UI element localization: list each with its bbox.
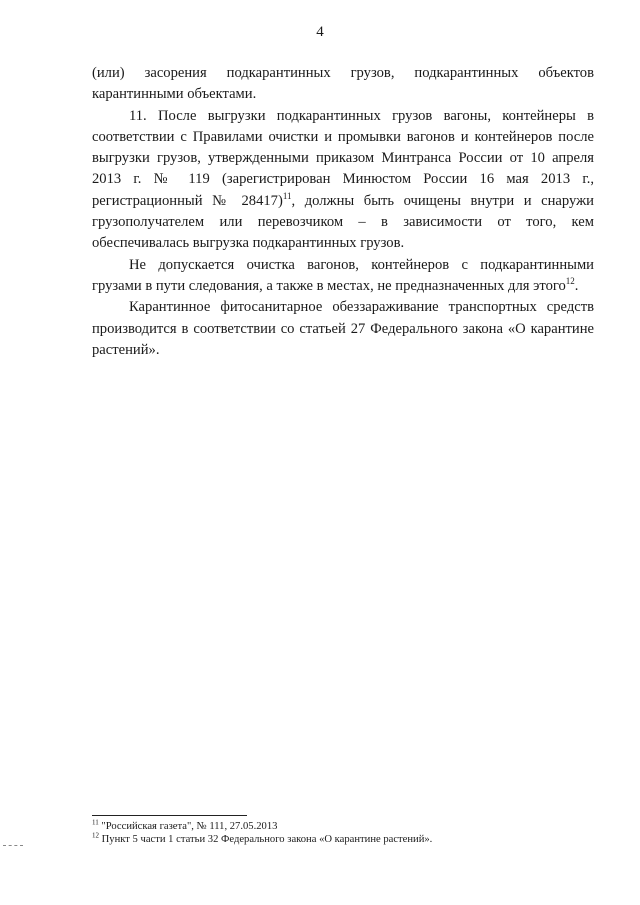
footnote-text: Пункт 5 части 1 статьи 32 Федерального закона «О карантине растений». — [99, 834, 433, 845]
footnote-separator — [92, 815, 247, 816]
paragraph-text: , должны быть очищены внутри и снаружи грузополучателем или перевозчиком – в зависимости от того, кем обеспечивалась выгрузка подкарантинных грузов. — [92, 192, 594, 252]
footnotes — [92, 820, 612, 846]
footnote-ref-12[interactable]: 12 — [565, 276, 575, 287]
paragraph-cleaning-restriction — [92, 255, 594, 298]
scan-artifact — [3, 845, 23, 846]
paragraph-text: Не допускается очистка вагонов, контейнеров с подкарантинными грузами в пути следования, а также в местах, не предназначенных для этого — [92, 256, 594, 294]
paragraph-item-11 — [92, 106, 594, 255]
footnote-11 — [92, 820, 612, 833]
footnote-number: 12 — [92, 831, 99, 840]
footnote-ref-11[interactable]: 11 — [282, 190, 292, 201]
footnote-text: "Российская газета", № 111, 27.05.2013 — [98, 821, 278, 832]
page-number: 4 — [316, 24, 324, 40]
paragraph-continuation: (или) засорения подкарантинных грузов, подкарантинных объектов карантинными объектами. — [92, 65, 594, 103]
paragraph-disinfection: Карантинное фитосанитарное обеззараживание транспортных средств производится в соответствии со статьей 27 Федерального закона «О карантине растений». — [92, 299, 594, 358]
paragraph-end: . — [574, 277, 579, 294]
document-body — [92, 63, 594, 361]
footnote-12 — [92, 833, 612, 846]
footnote-number: 11 — [92, 818, 99, 827]
paragraph-text: 11. После выгрузки подкарантинных грузов вагоны, контейнеры в соответствии с Правилами очистки и промывки вагонов и контейнеров после выгрузки грузов, утвержденными приказом Минтранса России от 10 апреля 2013 г. № 119 (зарегистрирован Минюстом России 16 мая 2013 г., регистрационный № 28417) — [92, 107, 594, 209]
